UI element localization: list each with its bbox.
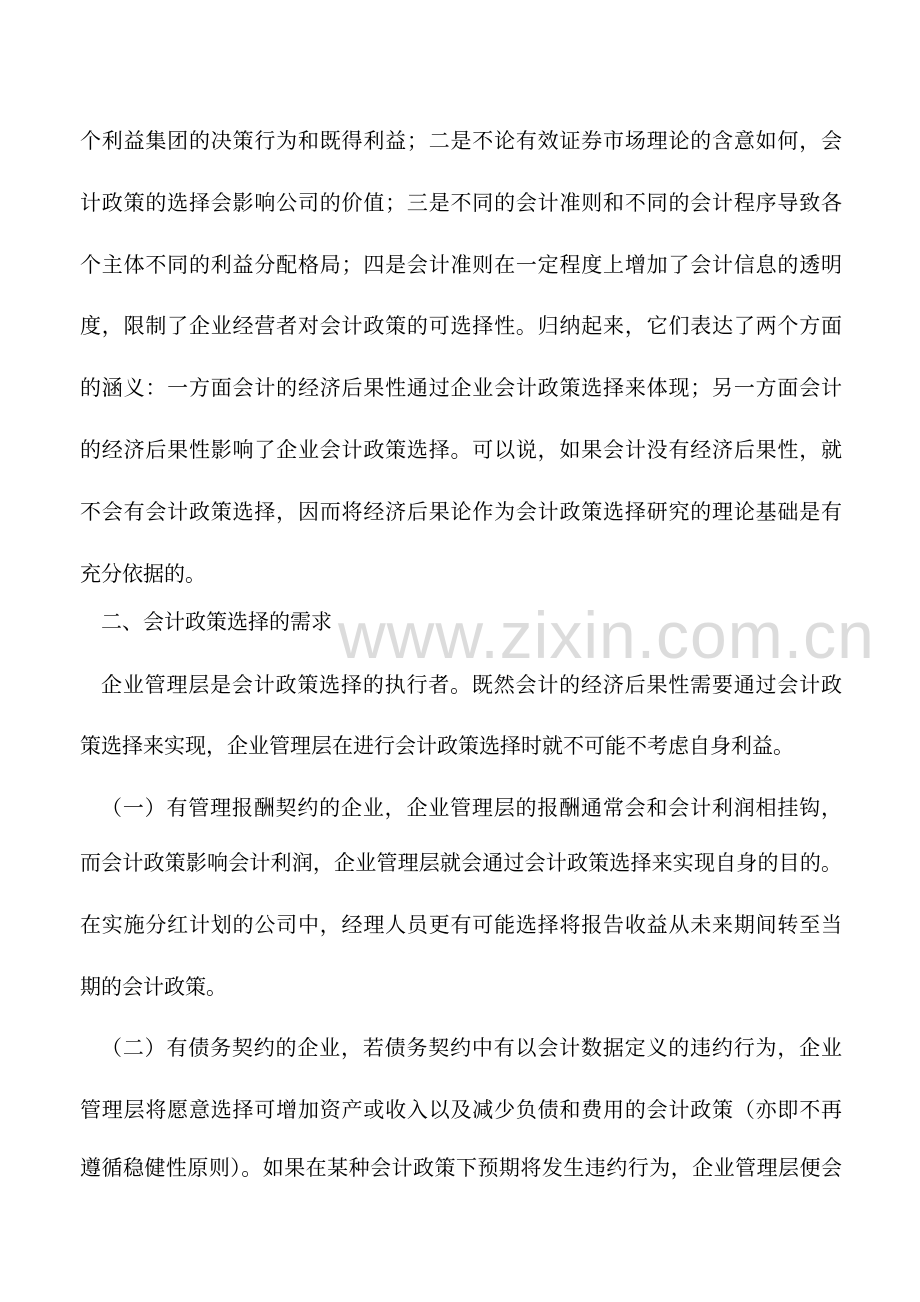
paragraph-line: 个主体不同的利益分配格局；四是会计准则在一定程度上增加了会计信息的透明 <box>80 253 842 277</box>
paragraph-line: 策选择来实现，企业管理层在进行会计政策选择时就不可能不考虑自身利益。 <box>80 734 794 758</box>
paragraph-line: 不会有会计政策选择，因而将经济后果论作为会计政策选择研究的理论基础是有 <box>80 500 842 524</box>
paragraph-line: 遵循稳健性原则）。如果在某种会计政策下预期将发生违约行为，企业管理层便会 <box>80 1156 842 1180</box>
paragraph-line: 管理层将愿意选择可增加资产或收入以及减少负债和费用的会计政策（亦即不再 <box>80 1098 842 1122</box>
paragraph-line: 计政策的选择会影响公司的价值；三是不同的会计准则和不同的会计程序导致各 <box>80 191 842 215</box>
paragraph-line: （一）有管理报酬契约的企业，企业管理层的报酬通常会和会计利润相挂钩， <box>101 796 842 820</box>
paragraph-line: 的经济后果性影响了企业会计政策选择。可以说，如果会计没有经济后果性，就 <box>80 438 842 462</box>
paragraph-line: 度，限制了企业经营者对会计政策的可选择性。归纳起来，它们表达了两个方面 <box>80 314 842 338</box>
section-heading: 二、会计政策选择的需求 <box>101 610 332 634</box>
paragraph-line: 个利益集团的决策行为和既得利益；二是不论有效证券市场理论的含意如何，会 <box>80 129 842 153</box>
paragraph-line: 在实施分红计划的公司中，经理人员更有可能选择将报告收益从未来期间转至当 <box>80 913 842 937</box>
paragraph-line: 企业管理层是会计政策选择的执行者。既然会计的经济后果性需要通过会计政 <box>101 673 842 697</box>
paragraph-line: 期的会计政策。 <box>80 975 227 999</box>
paragraph-line: 的涵义：一方面会计的经济后果性通过企业会计政策选择来体现；另一方面会计 <box>80 376 842 400</box>
paragraph-line: 充分依据的。 <box>80 562 206 586</box>
watermark: www.zixin.com.cn <box>338 598 875 672</box>
paragraph-line: 而会计政策影响会计利润，企业管理层就会通过会计政策选择来实现自身的目的。 <box>80 851 842 875</box>
paragraph-line: （二）有债务契约的企业，若债务契约中有以会计数据定义的违约行为，企业 <box>101 1036 842 1060</box>
